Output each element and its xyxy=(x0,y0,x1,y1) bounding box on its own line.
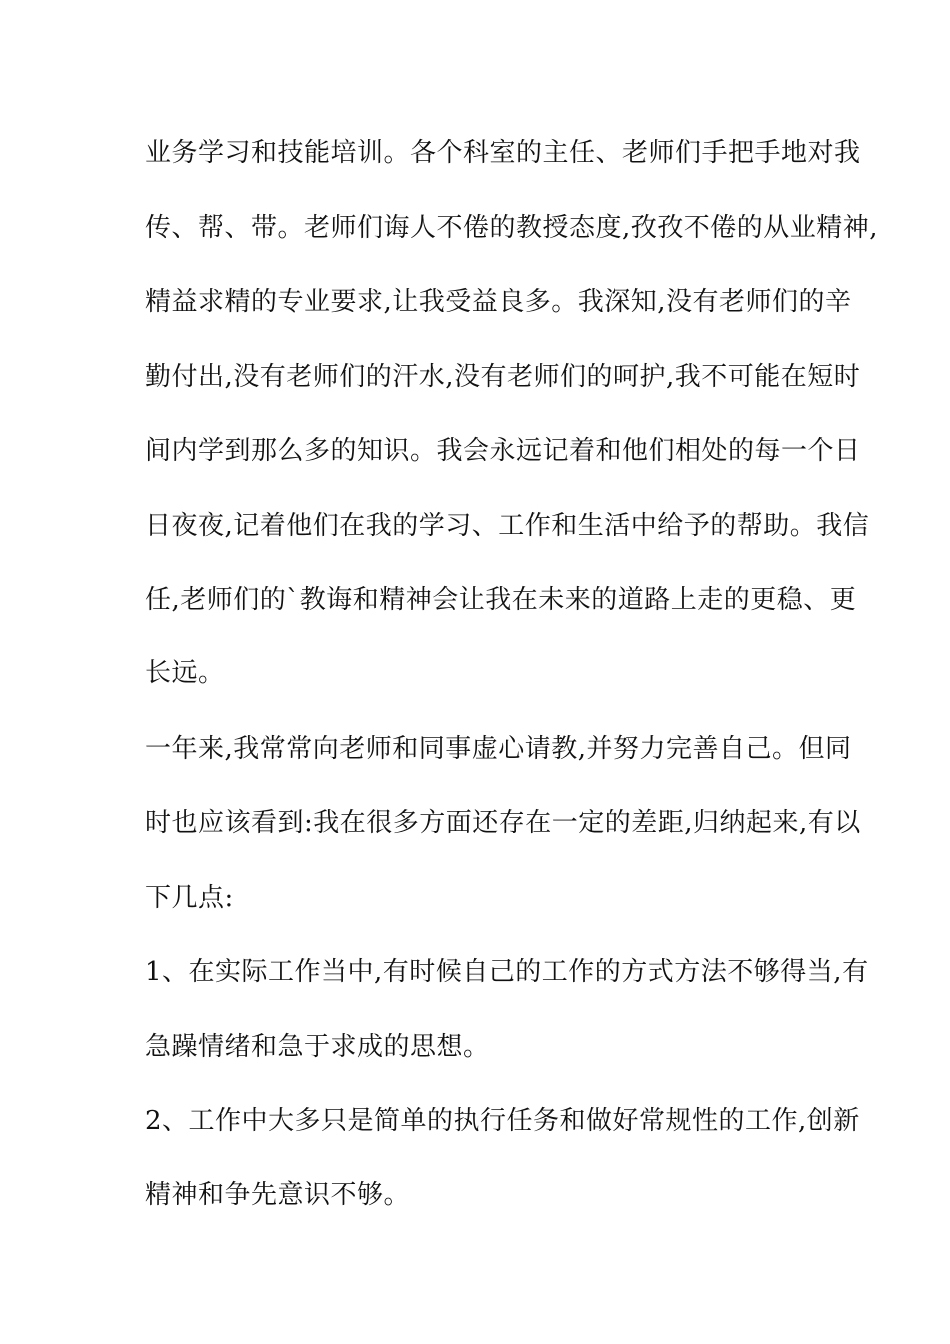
text-line: 间内学到那么多的知识。我会永远记着和他们相处的每一个日 xyxy=(145,436,861,466)
text-line: 下几点: xyxy=(145,883,234,913)
text-line: 精益求精的专业要求,让我受益良多。我深知,没有老师们的辛 xyxy=(145,287,852,317)
text-line: 1、在实际工作当中,有时候自己的工作的方式方法不够得当,有 xyxy=(145,957,869,987)
text-line: 精神和争先意识不够。 xyxy=(145,1180,411,1210)
text-line: 时也应该看到:我在很多方面还存在一定的差距,归纳起来,有以 xyxy=(145,808,861,838)
text-line: 2、工作中大多只是简单的执行任务和做好常规性的工作,创新 xyxy=(145,1106,860,1136)
text-line: 一年来,我常常向老师和同事虚心请教,并努力完善自己。但同 xyxy=(145,734,852,764)
text-line: 传、帮、带。老师们诲人不倦的教授态度,孜孜不倦的从业精神, xyxy=(145,213,879,243)
text-line: 勤付出,没有老师们的汗水,没有老师们的呵护,我不可能在短时 xyxy=(145,362,861,392)
text-line: 急躁情绪和急于求成的思想。 xyxy=(145,1032,490,1062)
text-line: 业务学习和技能培训。各个科室的主任、老师们手把手地对我 xyxy=(145,138,861,168)
text-line: 任,老师们的`教诲和精神会让我在未来的道路上走的更稳、更 xyxy=(145,585,857,615)
text-line: 长远。 xyxy=(145,658,225,688)
text-line: 日夜夜,记着他们在我的学习、工作和生活中给予的帮助。我信 xyxy=(145,511,870,541)
